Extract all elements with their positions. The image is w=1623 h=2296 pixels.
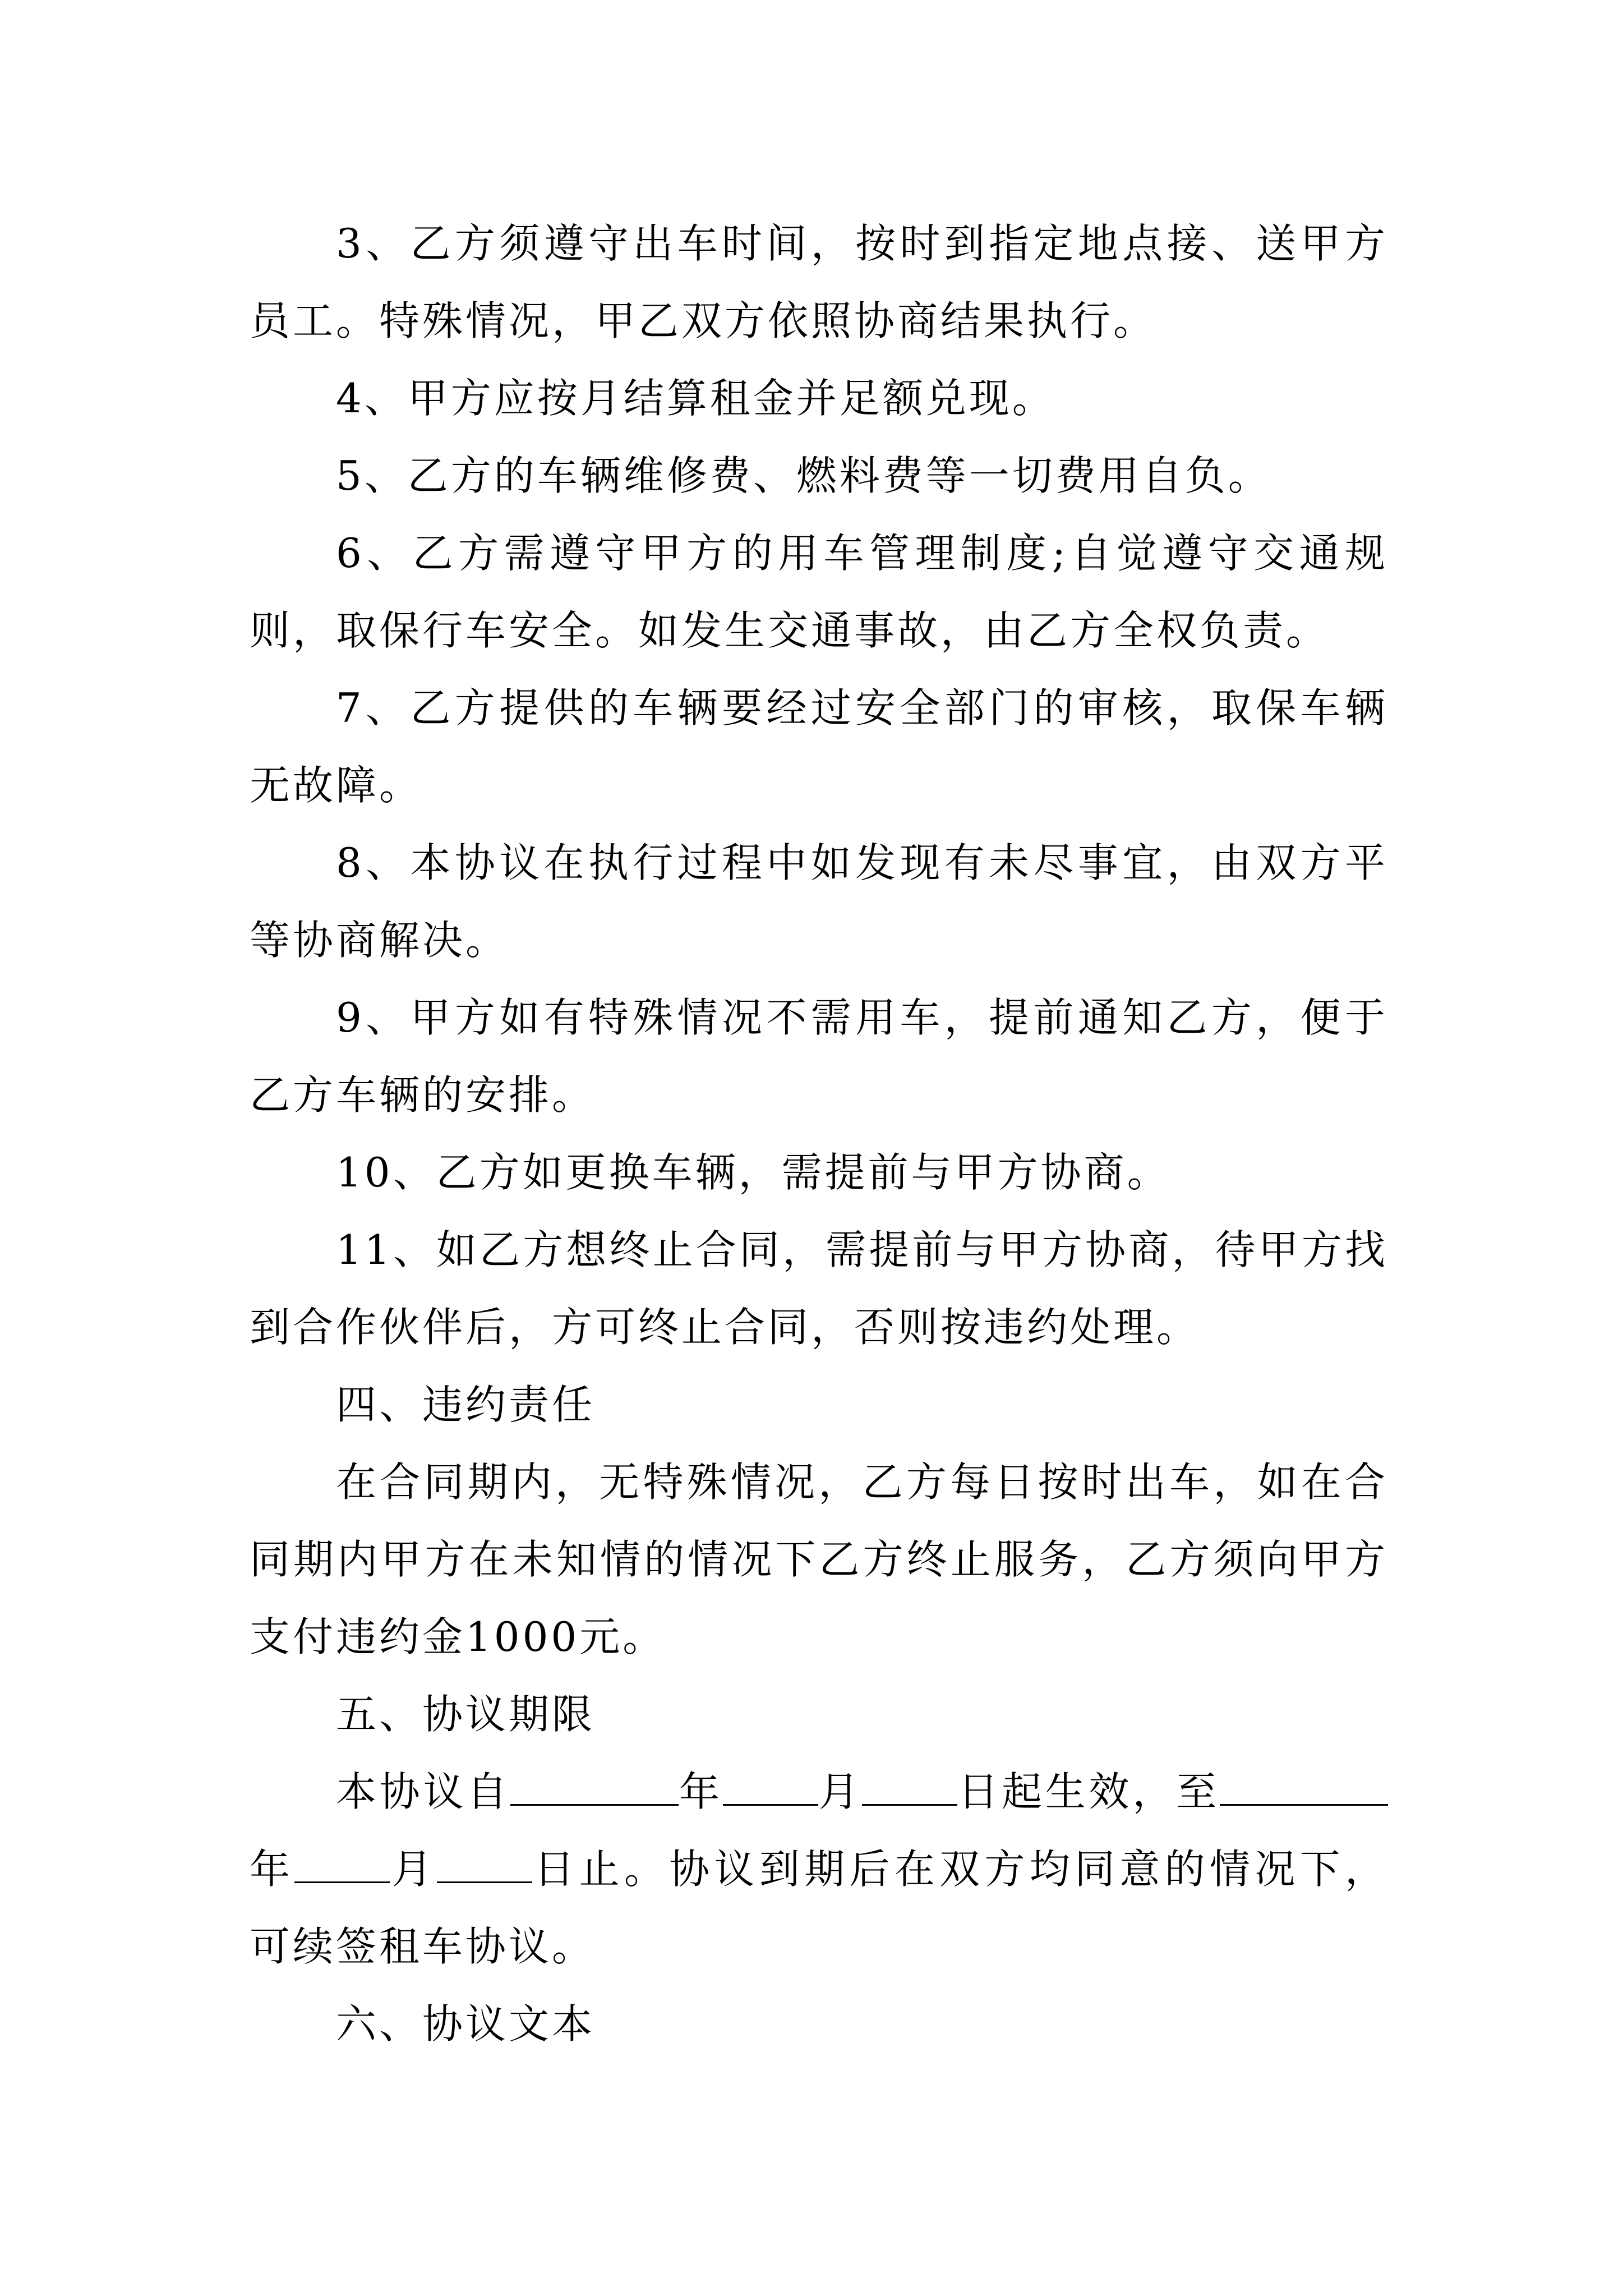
start-year-blank xyxy=(510,1769,679,1806)
term-text-3: 月 xyxy=(818,1768,863,1815)
clause-11: 11、如乙方想终止合同，需提前与甲方协商，待甲方找到合作伙伴后，方可终止合同，否则按违约处理。 xyxy=(250,1226,1388,1351)
term-text-2: 年 xyxy=(679,1768,723,1815)
term-text-4: 日起生效，至 xyxy=(957,1768,1220,1815)
section-heading-term: 五、协议期限 xyxy=(336,1691,596,1738)
term-text-1: 本协议自 xyxy=(336,1768,511,1815)
document-body xyxy=(250,205,1388,2063)
end-day-blank xyxy=(437,1847,532,1883)
clause-8: 8、本协议在执行过程中如发现有未尽事宜，由双方平等协商解决。 xyxy=(250,839,1388,964)
term-text-6: 月 xyxy=(390,1846,437,1893)
breach-clause: 在合同期内，无特殊情况，乙方每日按时出车，如在合同期内甲方在未知情的情况下乙方终止服务，乙方须向甲方支付违约金1000元。 xyxy=(250,1458,1388,1660)
clause-4: 4、甲方应按月结算租金并足额兑现。 xyxy=(336,375,1055,422)
clause-6: 6、乙方需遵守甲方的用车管理制度;自觉遵守交通规则，取保行车安全。如发生交通事故，由乙方全权负责。 xyxy=(250,530,1388,654)
clause-7: 7、乙方提供的车辆要经过安全部门的审核，取保车辆无故障。 xyxy=(250,684,1388,809)
clause-3: 3、乙方须遵守出车时间，按时到指定地点接、送甲方员工。特殊情况，甲乙双方依照协商结果执行。 xyxy=(250,220,1388,344)
term-text-5: 年 xyxy=(250,1846,295,1893)
clause-10: 10、乙方如更换车辆，需提前与甲方协商。 xyxy=(336,1149,1170,1196)
section-heading-text: 六、协议文本 xyxy=(336,2000,596,2047)
end-year-blank xyxy=(1220,1769,1388,1806)
term-clause xyxy=(250,1753,1388,1985)
term-text-7: 日止。协议到期后在双方均同意的情况下，可续签租车协议。 xyxy=(250,1846,1388,1970)
clause-9: 9、甲方如有特殊情况不需用车，提前通知乙方，便于乙方车辆的安排。 xyxy=(250,994,1388,1119)
section-heading-breach: 四、违约责任 xyxy=(336,1381,596,1428)
clause-5: 5、乙方的车辆维修费、燃料费等一切费用自负。 xyxy=(336,452,1271,499)
end-month-blank xyxy=(294,1847,390,1883)
start-month-blank xyxy=(723,1769,818,1806)
start-day-blank xyxy=(862,1769,957,1806)
